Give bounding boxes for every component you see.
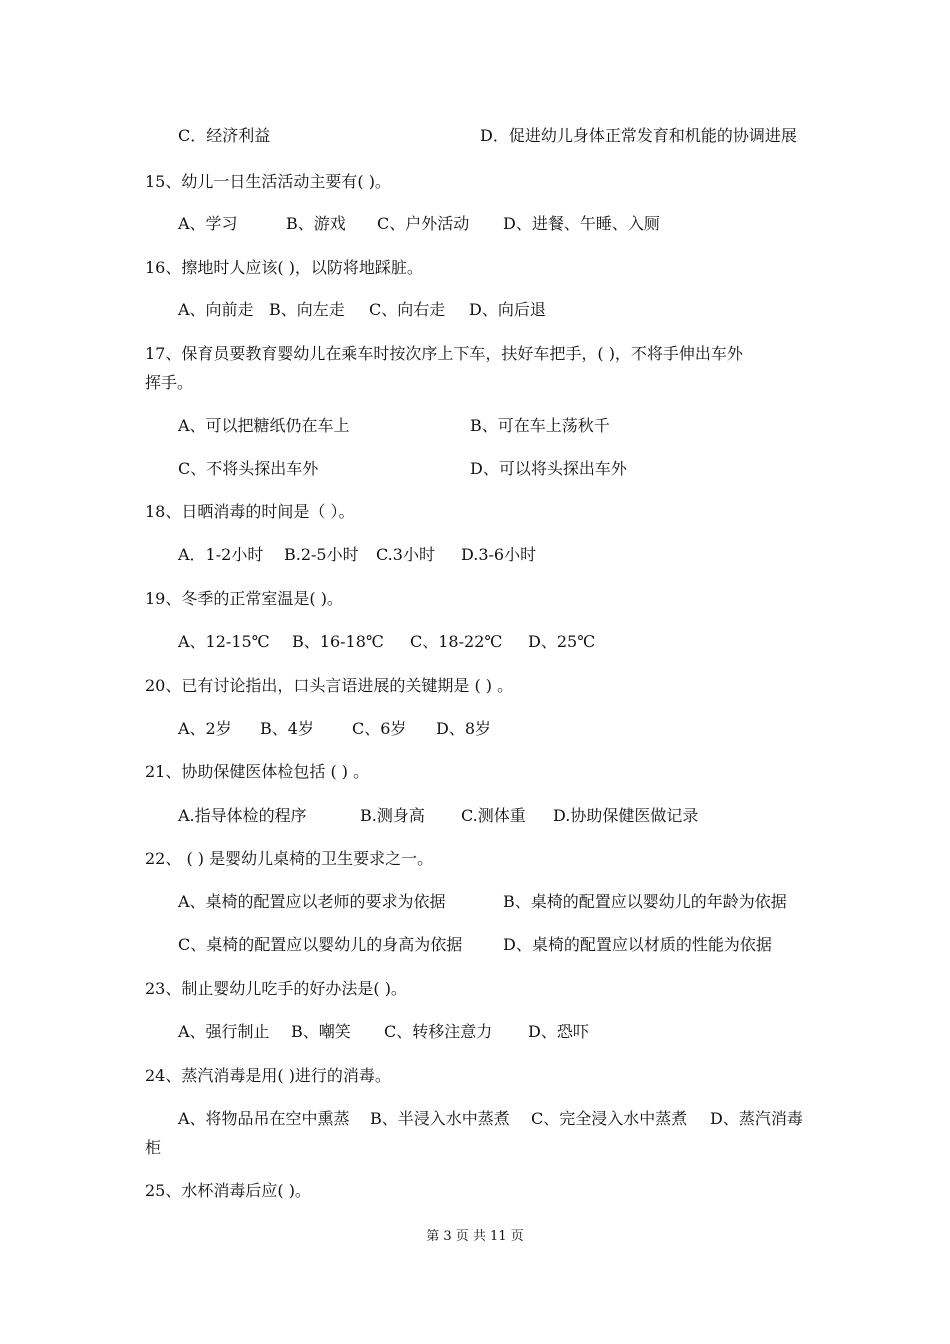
answer-option: C、向右走 — [369, 300, 446, 319]
answer-option: D.协助保健医做记录 — [553, 806, 699, 825]
answer-option: B、16-18℃ — [292, 632, 384, 651]
answer-option: A、2岁 — [178, 719, 232, 738]
answer-option: A、将物品吊在空中熏蒸 — [178, 1109, 350, 1128]
answer-option: C、6岁 — [352, 719, 407, 738]
answer-option: B、嘲笑 — [291, 1022, 351, 1041]
answer-option: C．经济利益 — [178, 126, 271, 145]
question-text: 23、制止婴幼儿吃手的好办法是( )。 — [145, 979, 407, 998]
answer-option: A、桌椅的配置应以老师的要求为依据 — [178, 892, 446, 911]
answer-option: C.测体重 — [461, 806, 526, 825]
answer-option: B、游戏 — [286, 214, 346, 233]
answer-option: C.3小时 — [376, 545, 435, 564]
answer-option: B、向左走 — [269, 300, 345, 319]
answer-option: D、恐吓 — [528, 1022, 589, 1041]
question-text: 25、水杯消毒后应( )。 — [145, 1181, 311, 1200]
question-text: 19、冬季的正常室温是( )。 — [145, 589, 343, 608]
answer-option: A．1-2小时 — [178, 545, 264, 564]
question-text: 22、 ( ) 是婴幼儿桌椅的卫生要求之一。 — [145, 849, 434, 868]
question-text: 16、擦地时人应该( )，以防将地踩脏。 — [145, 258, 423, 277]
answer-option: D、8岁 — [436, 719, 492, 738]
answer-option: D、25℃ — [528, 632, 596, 651]
question-text: 17、保育员要教育婴幼儿在乘车时按次序上下车，扶好车把手，( )，不将手伸出车外 — [145, 344, 743, 363]
answer-option: A、学习 — [178, 214, 238, 233]
answer-option: D、进餐、午睡、入厕 — [503, 214, 660, 233]
answer-option: B、可在车上荡秋千 — [470, 416, 610, 435]
question-text: 15、幼儿一日生活活动主要有( )。 — [145, 172, 391, 191]
answer-option: B、4岁 — [260, 719, 314, 738]
page-footer: 第 3 页 共 11 页 — [426, 1229, 524, 1244]
question-text: 20、已有讨论指出，口头言语进展的关键期是 ( ) 。 — [145, 676, 514, 695]
answer-option: A、可以把糖纸仍在车上 — [178, 416, 350, 435]
answer-option: C、户外活动 — [377, 214, 470, 233]
answer-option: C、转移注意力 — [384, 1022, 493, 1041]
question-text: 21、协助保健医体检包括 ( ) 。 — [145, 762, 370, 781]
answer-option: B.2-5小时 — [284, 545, 359, 564]
answer-option: B.测身高 — [360, 806, 425, 825]
answer-option: C、完全浸入水中蒸煮 — [531, 1109, 688, 1128]
answer-option: A、向前走 — [178, 300, 254, 319]
answer-option: D、可以将头探出车外 — [470, 459, 627, 478]
question-text: 柜 — [145, 1138, 162, 1157]
answer-option: B、半浸入水中蒸煮 — [370, 1109, 510, 1128]
answer-option: A.指导体检的程序 — [178, 806, 307, 825]
question-text: 24、蒸汽消毒是用( )进行的消毒。 — [145, 1066, 391, 1085]
answer-option: D．促进幼儿身体正常发育和机能的协调进展 — [480, 126, 797, 145]
answer-option: D、向后退 — [469, 300, 546, 319]
answer-option: C、桌椅的配置应以婴幼儿的身高为依据 — [178, 935, 463, 954]
answer-option: B、桌椅的配置应以婴幼儿的年龄为依据 — [503, 892, 787, 911]
answer-option: D、蒸汽消毒 — [710, 1109, 803, 1128]
answer-option: C、18-22℃ — [410, 632, 503, 651]
answer-option: C、不将头探出车外 — [178, 459, 319, 478]
question-text: 18、日晒消毒的时间是（ ）。 — [145, 502, 355, 521]
answer-option: A、12-15℃ — [178, 632, 270, 651]
answer-option: A、强行制止 — [178, 1022, 270, 1041]
question-text: 挥手。 — [145, 373, 194, 392]
answer-option: D.3-6小时 — [461, 545, 537, 564]
answer-option: D、桌椅的配置应以材质的性能为依据 — [503, 935, 772, 954]
